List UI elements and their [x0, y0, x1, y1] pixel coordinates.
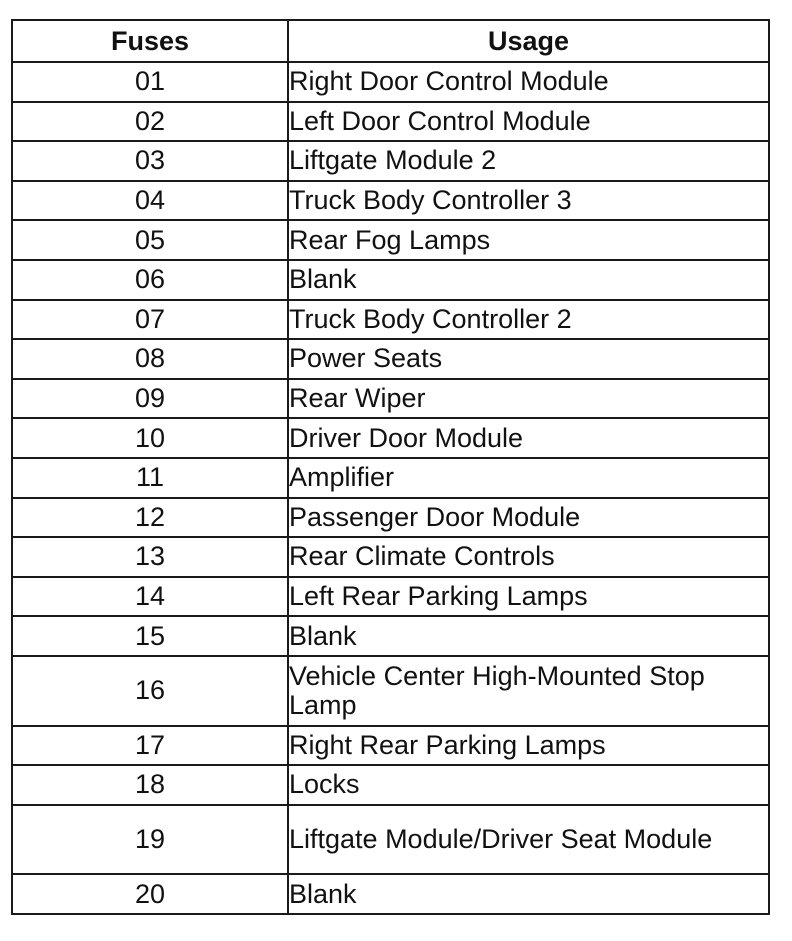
fuse-usage: Truck Body Controller 3	[288, 181, 769, 221]
table-row	[12, 181, 769, 221]
table-row	[12, 874, 769, 914]
table-row	[12, 62, 769, 102]
table-row	[12, 141, 769, 181]
fuse-number: 17	[12, 726, 288, 766]
fuse-usage-table	[11, 19, 770, 915]
fuse-number: 06	[12, 260, 288, 300]
fuse-usage: Liftgate Module/Driver Seat Module	[288, 805, 769, 875]
table-row	[12, 379, 769, 419]
fuse-usage: Left Rear Parking Lamps	[288, 577, 769, 617]
fuse-number: 04	[12, 181, 288, 221]
fuse-number: 14	[12, 577, 288, 617]
table-row	[12, 577, 769, 617]
fuse-usage: Rear Climate Controls	[288, 537, 769, 577]
fuse-usage: Right Rear Parking Lamps	[288, 726, 769, 766]
fuse-usage: Blank	[288, 616, 769, 656]
table-row	[12, 458, 769, 498]
table-header	[12, 20, 769, 62]
fuse-usage: Power Seats	[288, 339, 769, 379]
fuse-usage: Blank	[288, 874, 769, 914]
fuse-number: 18	[12, 765, 288, 805]
fuse-number: 20	[12, 874, 288, 914]
fuse-number: 13	[12, 537, 288, 577]
table-row	[12, 805, 769, 875]
table-row	[12, 537, 769, 577]
fuse-usage: Blank	[288, 260, 769, 300]
fuse-number: 07	[12, 300, 288, 340]
fuse-number: 10	[12, 418, 288, 458]
fuse-usage: Amplifier	[288, 458, 769, 498]
fuse-number: 08	[12, 339, 288, 379]
table-row	[12, 260, 769, 300]
table-row	[12, 220, 769, 260]
table-row	[12, 765, 769, 805]
fuse-number: 05	[12, 220, 288, 260]
fuse-usage: Driver Door Module	[288, 418, 769, 458]
fuse-usage: Right Door Control Module	[288, 62, 769, 102]
fuse-number: 16	[12, 656, 288, 726]
table-row	[12, 102, 769, 142]
fuse-number: 11	[12, 458, 288, 498]
fuse-number: 09	[12, 379, 288, 419]
fuse-usage: Liftgate Module 2	[288, 141, 769, 181]
table-row	[12, 418, 769, 458]
fuse-usage: Vehicle Center High-Mounted Stop Lamp	[288, 656, 769, 726]
header-usage: Usage	[288, 20, 769, 62]
fuse-number: 02	[12, 102, 288, 142]
fuse-number: 12	[12, 498, 288, 538]
fuse-usage: Rear Fog Lamps	[288, 220, 769, 260]
fuse-usage: Locks	[288, 765, 769, 805]
table-row	[12, 339, 769, 379]
table-row	[12, 656, 769, 726]
fuse-number: 03	[12, 141, 288, 181]
table-body	[12, 62, 769, 914]
fuse-number: 01	[12, 62, 288, 102]
header-fuses: Fuses	[12, 20, 288, 62]
fuse-usage: Truck Body Controller 2	[288, 300, 769, 340]
fuse-usage: Passenger Door Module	[288, 498, 769, 538]
header-row	[12, 20, 769, 62]
table-row	[12, 300, 769, 340]
table-row	[12, 616, 769, 656]
fuse-number: 19	[12, 805, 288, 875]
table-row	[12, 498, 769, 538]
fuse-usage: Rear Wiper	[288, 379, 769, 419]
fuse-number: 15	[12, 616, 288, 656]
table-row	[12, 726, 769, 766]
fuse-usage: Left Door Control Module	[288, 102, 769, 142]
